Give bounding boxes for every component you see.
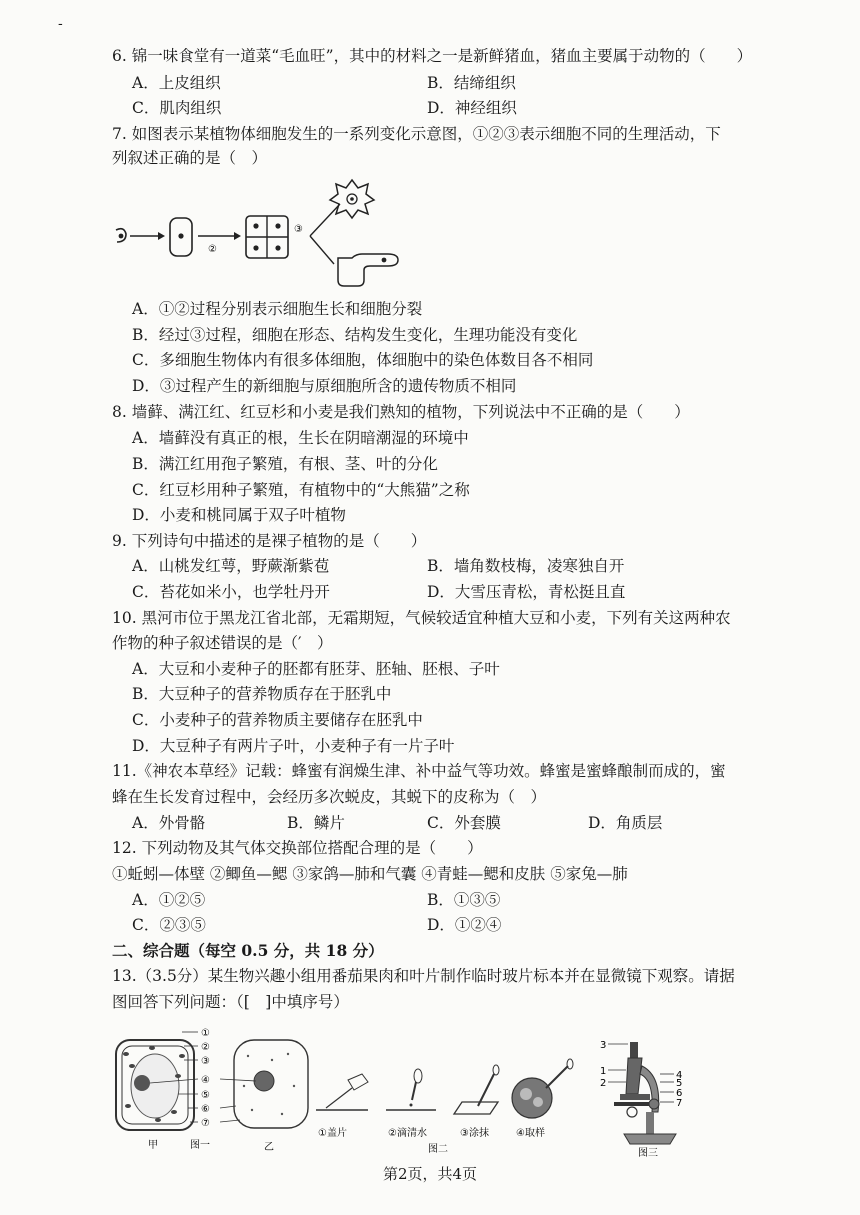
q11-option-d: D．角质层 [588,814,663,832]
fig2-caption: 图二 [428,1144,448,1155]
q12-option-b: B．①③⑤ [427,891,501,909]
specialized-cell-star [330,180,374,218]
q8-option-a: A．墙藓没有真正的根，生长在阴暗潮湿的环境中 [132,429,469,447]
fig3-caption: 图三 [638,1148,658,1159]
fig1-num-5: ⑤ [201,1090,210,1101]
fig2-step-3: ③涂抹 [460,1128,489,1139]
fig2-step-1: ①盖片 [318,1128,347,1139]
q8-option-b: B．满江红用孢子繁殖，有根、茎、叶的分化 [132,455,438,473]
fig1-caption-jia: 甲 [148,1140,158,1151]
diagram-label-2: ② [208,244,217,255]
q12-option-d: D．①②④ [427,916,502,934]
cell-change-diagram [112,172,412,297]
q7-option-a: A．①②过程分别表示细胞生长和细胞分裂 [132,300,423,318]
q9-option-c: C．苔花如米小，也学牡丹开 [132,583,330,601]
diagram-label-3: ③ [294,224,303,235]
q7-option-d: D．③过程产生的新细胞与原细胞所含的遗传物质不相同 [132,377,517,395]
q10-stem-line2: 作物的种子叙述错误的是（′ ） [112,634,333,652]
step-smear-icon [454,1065,499,1114]
fig1-num-3: ③ [201,1056,210,1067]
fig3-num-5: 5 [676,1078,683,1089]
fig3-num-4: 4 [676,1070,683,1081]
corner-mark: - [58,16,63,32]
q6-option-b: B．结缔组织 [427,74,516,92]
q9-stem: 9. 下列诗句中描述的是裸子植物的是（ ） [112,532,427,550]
q11-option-c: C．外套膜 [427,814,501,832]
q12-items: ①蚯蚓—体壁 ②鲫鱼—鳃 ③家鸽—肺和气囊 ④青蛙—鳃和皮肤 ⑤家兔—肺 [112,865,628,883]
q11-option-a: A．外骨骼 [132,814,206,832]
fig3-num-1: 1 [600,1066,607,1077]
step-dropper-icon [386,1069,436,1110]
fig3-num-6: 6 [676,1088,683,1099]
q12-option-c: C．②③⑤ [132,916,206,934]
q8-stem: 8. 墙藓、满江红、红豆杉和小麦是我们熟知的植物，下列说法中不正确的是（ ） [112,403,690,421]
grown-cell-nucleus [178,233,183,238]
small-cell-nucleus [119,234,124,239]
figure-3-microscope [598,1036,688,1158]
q8-option-c: C．红豆杉用种子繁殖，有植物中的“大熊猫”之称 [132,481,470,499]
q7-stem-line1: 7. 如图表示某植物体细胞发生的一系列变化示意图，①②③表示细胞不同的生理活动，下 [112,125,721,143]
fig1-num-4: ④ [201,1075,210,1086]
step-tomato-icon [512,1059,573,1118]
q10-option-d: D．大豆种子有两片子叶，小麦种子有一片子叶 [132,737,455,755]
fig2-step-2: ②滴清水 [388,1128,427,1139]
figure-1-cells [112,1026,312,1156]
step-cover-slip-icon [316,1074,368,1110]
q13-stem-line2: 图回答下列问题：（[ ]中填序号） [112,993,349,1011]
q10-option-c: C．小麦种子的营养物质主要储存在胚乳中 [132,711,423,729]
fig1-num-7: ⑦ [201,1118,210,1129]
q6-option-d: D．神经组织 [427,99,517,117]
fig2-step-4: ④取样 [516,1128,545,1139]
q10-option-a: A．大豆和小麦种子的胚都有胚芽、胚轴、胚根、子叶 [132,660,500,678]
fig3-num-2: 2 [600,1078,607,1089]
section-2-title: 二、综合题（每空 0.5 分，共 18 分） [112,941,384,960]
q7-option-b: B．经过③过程，细胞在形态、结构发生变化，生理功能没有变化 [132,326,578,344]
fig1-caption-yi: 乙 [264,1142,274,1153]
fig1-num-1: ① [201,1028,210,1039]
q11-option-b: B．鳞片 [287,814,345,832]
q6-option-a: A．上皮组织 [132,74,221,92]
q6-stem: 6. 锦一味食堂有一道菜“毛血旺”，其中的材料之一是新鲜猪血，猪血主要属于动物的（ ） [112,47,753,65]
q11-stem-line1: 11.《神农本草经》记载：蜂蜜有润燥生津、补中益气等功效。蜂蜜是蜜蜂酿制而成的，蜜 [112,762,726,780]
q11-stem-line2: 蜂在生长发育过程中，会经历多次蜕皮，其蜕下的皮称为（ ） [112,788,547,806]
figure-2-steps [312,1060,602,1156]
fig1-caption: 图一 [190,1140,210,1151]
q9-option-a: A．山桃发红萼，野蕨渐紫苞 [132,557,330,575]
q9-option-d: D．大雪压青松，青松挺且直 [427,583,626,601]
q12-option-a: A．①②⑤ [132,891,206,909]
fig1-num-6: ⑥ [201,1104,210,1115]
specialized-cell-root-hair [338,254,398,286]
fig1-num-2: ② [201,1042,210,1053]
q8-option-d: D．小麦和桃同属于双子叶植物 [132,506,346,524]
microscope-icon [614,1042,676,1144]
q6-option-c: C．肌肉组织 [132,99,222,117]
q10-option-b: B．大豆种子的营养物质存在于胚乳中 [132,685,392,703]
q10-stem-line1: 10. 黑河市位于黑龙江省北部，无霜期短，气候较适宜种植大豆和小麦，下列有关这两种农 [112,609,731,627]
q7-stem-line2: 列叙述正确的是（ ） [112,149,268,167]
q9-option-b: B．墙角数枝梅，凌寒独自开 [427,557,625,575]
q13-stem-line1: 13.（3.5分）某生物兴趣小组用番茄果肉和叶片制作临时玻片标本并在显微镜下观察。请据 [112,967,735,985]
page-footer: 第2页，共4页 [382,1165,478,1183]
fig3-num-7: 7 [676,1098,683,1109]
q12-stem: 12. 下列动物及其气体交换部位搭配合理的是（ ） [112,839,483,857]
q7-option-c: C．多细胞生物体内有很多体细胞，体细胞中的染色体数目各不相同 [132,351,594,369]
fig3-num-3: 3 [600,1040,607,1051]
